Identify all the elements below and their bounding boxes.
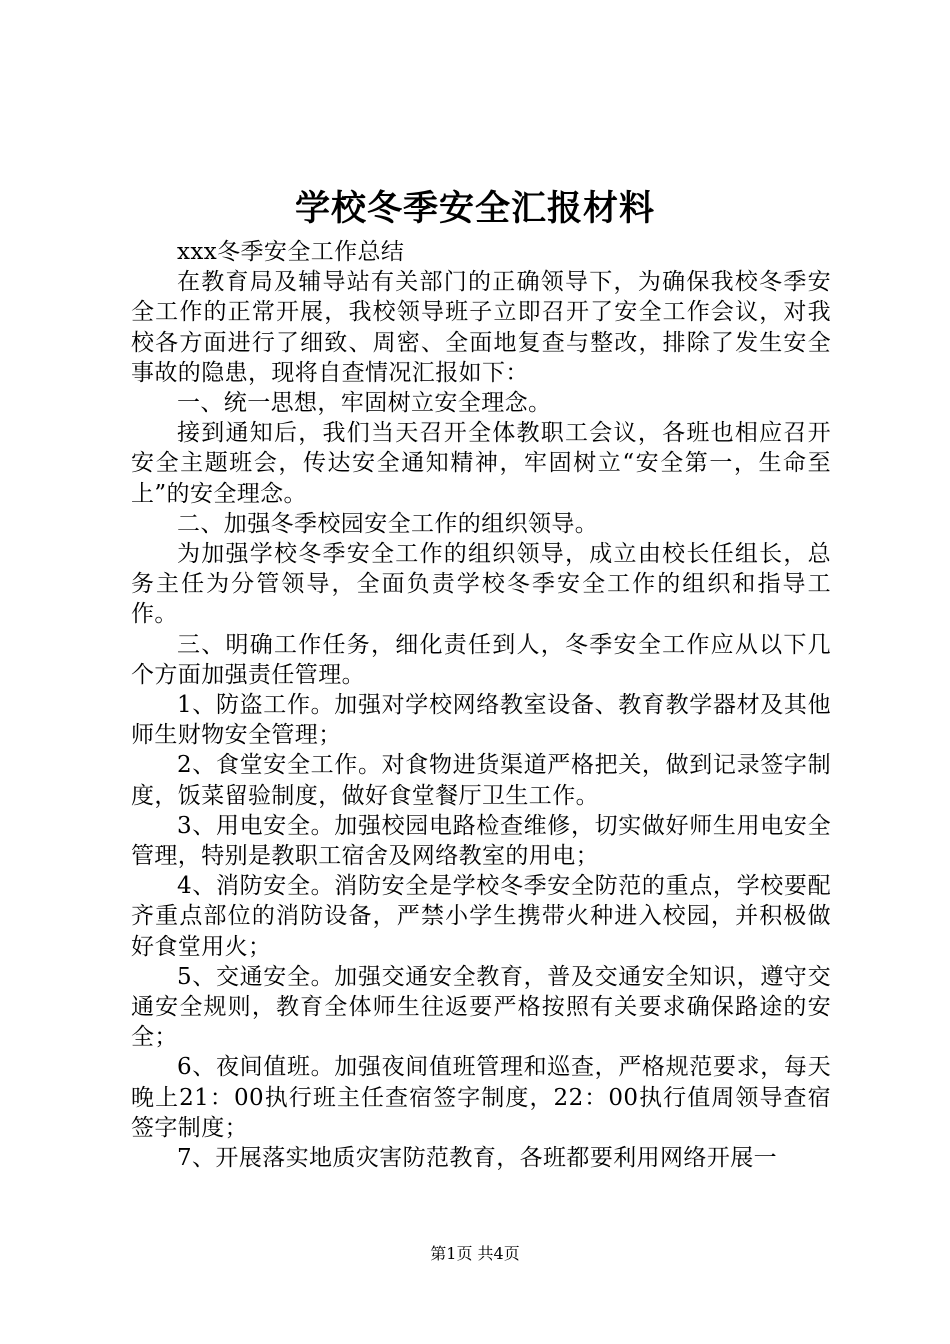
list-item: 7、开展落实地质灾害防范教育，各班都要利用网络开展一 (177, 1145, 778, 1172)
list-item: 1、防盗工作。加强对学校网络教室设备、教育教学器材及其他师生财物安全管理； (131, 692, 831, 749)
section-heading-2: 二、加强冬季校园安全工作的组织领导。 (177, 510, 599, 537)
paragraph-subtitle: xxx冬季安全工作总结 (177, 239, 405, 265)
page-number-footer: 第1页 共4页 (430, 1244, 520, 1263)
list-item: 3、用电安全。加强校园电路检查维修，切实做好师生用电安全管理，特别是教职工宿舍及网络教室的用电； (131, 812, 831, 870)
section-heading-3: 三、明确工作任务，细化责任到人，冬季安全工作应从以下几个方面加强责任管理。 (131, 631, 831, 688)
paragraph: 为加强学校冬季安全工作的组织领导，成立由校长任组长，总务主任为分管领导，全面负责学校冬季安全工作的组织和指导工作。 (131, 541, 831, 628)
list-item: 5、交通安全。加强交通安全教育，普及交通安全知识，遵守交通安全规则，教育全体师生往返要严格按照有关要求确保路途的安全； (131, 963, 831, 1051)
list-item: 4、消防安全。消防安全是学校冬季安全防范的重点，学校要配齐重点部位的消防设备，严禁小学生携带火种进入校园，并积极做好食堂用火； (131, 873, 831, 960)
paragraph-intro: 在教育局及辅导站有关部门的正确领导下，为确保我校冬季安全工作的正常开展，我校领导班子立即召开了安全工作会议，对我校各方面进行了细致、周密、全面地复查与整改，排除了发生安全事故的隐患，现将自查情况汇报如下： (131, 269, 831, 386)
list-item: 6、夜间值班。加强夜间值班管理和巡查，严格规范要求，每天晚上21：00执行班主任查宿签字制度，22：00执行值周领导查宿签字制度； (131, 1054, 831, 1141)
paragraph: 接到通知后，我们当天召开全体教职工会议，各班也相应召开安全主题班会，传达安全通知精神，牢固树立“安全第一，生命至上”的安全理念。 (131, 420, 831, 507)
section-heading-1: 一、统一思想，牢固树立安全理念。 (177, 390, 552, 417)
list-item: 2、食堂安全工作。对食物进货渠道严格把关，做到记录签字制度，饭菜留验制度，做好食堂餐厅卫生工作。 (131, 752, 831, 809)
document-title: 学校冬季安全汇报材料 (294, 188, 655, 229)
document-body (131, 237, 831, 1173)
